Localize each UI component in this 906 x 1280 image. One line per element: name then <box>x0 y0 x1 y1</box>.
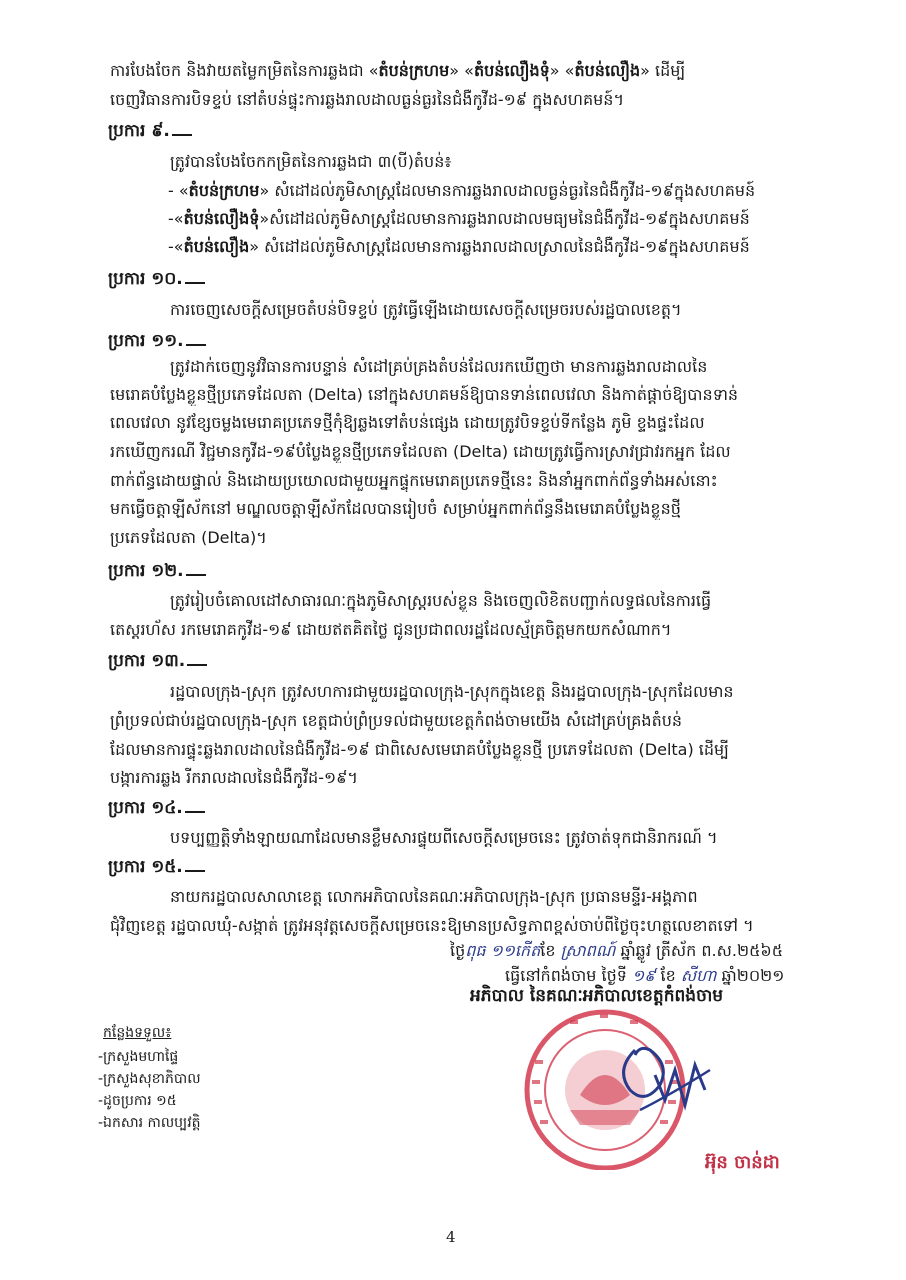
article-11-line-2: មេរោគបំប្លែងខ្លួនថ្មីប្រភេទដែលតា (Delta) នៅក្នុងសហគមន៍ឱ្យបានទាន់ពេលវេលា និងកាត់ផ្តាច់ឱ្យបានទាន់ <box>110 385 739 404</box>
lunar-date-line <box>450 940 783 962</box>
article-11-heading <box>108 330 206 352</box>
article-12-line-1: ត្រូវរៀបចំគោលដៅសាធារណៈក្នុងភូមិសាស្ត្ររបស់ខ្លួន និងចេញលិខិតបញ្ជាក់លទ្ធផលនៃការធ្វើ <box>170 591 712 610</box>
article-11-line-1: ត្រូវដាក់ចេញនូវវិធានការបន្ទាន់ សំដៅគ្រប់គ្រងតំបន់ដែលរកឃើញថា មានការឆ្លងរាលដាលនៃ <box>170 357 708 376</box>
bullet-2-prefix: -« <box>168 209 184 228</box>
article-9-bullet-2 <box>168 208 860 230</box>
intro-text-c: » « <box>549 61 575 80</box>
cc-item: -ដូចប្រការ ១៥ <box>98 1093 177 1109</box>
bullet-2-text: »សំដៅដល់ភូមិសាស្ត្រដែលមានការឆ្លងរាលដាលមធ្យមនៃជំងឺកូវីដ-១៩ក្នុងសហគមន៍ <box>259 209 750 228</box>
gregorian-date-line <box>505 965 784 987</box>
bullet-1-zone: តំបន់ក្រហម <box>188 181 260 200</box>
zone-yellow-label: តំបន់លឿង <box>574 61 641 80</box>
article-13-line-2: ព្រំប្រទល់ជាប់រដ្ឋបាលក្រុង-ស្រុក ខេត្តជាប់ព្រំប្រទល់ជាមួយខេត្តកំពង់ចាមយើង សំដៅគ្រប់គ្រងតំបន់ <box>110 711 683 730</box>
article-14-heading <box>108 797 205 819</box>
article-12-heading-text: ប្រការ ១២. <box>108 561 184 581</box>
bullet-3-zone: តំបន់លឿង <box>183 237 250 256</box>
lunar-month-label: ខែ <box>540 941 556 960</box>
lunar-year-text: ឆ្នាំឆ្លូវ ត្រីស័ក ព.ស.២៥៦៥ <box>620 941 784 960</box>
article-9-bullet-3 <box>168 236 860 258</box>
article-14-heading-text: ប្រការ ១៤. <box>108 798 183 818</box>
article-12-heading <box>108 560 206 582</box>
handwritten-signature-icon <box>610 1030 720 1130</box>
article-11-heading-text: ប្រការ ១១. <box>108 331 184 351</box>
bullet-3-text: » សំដៅដល់ភូមិសាស្ត្រដែលមានការឆ្លងរាលដាលស្រាលនៃជំងឺកូវីដ-១៩ក្នុងសហគមន៍ <box>249 237 750 256</box>
intro-text-a: ការបែងចែក និងវាយតម្លៃកម្រិតនៃការឆ្លងជា « <box>110 61 379 80</box>
greg-month-handwritten: សីហា <box>680 966 717 985</box>
article-10-heading-text: ប្រការ ១០. <box>108 269 183 289</box>
cc-item: -ក្រសួងសុខាភិបាល <box>98 1071 201 1087</box>
article-10-heading <box>108 268 205 290</box>
bullet-1-prefix: - « <box>168 181 189 200</box>
greg-month-label: ខែ <box>660 966 676 985</box>
article-9-heading <box>108 120 192 142</box>
lunar-day-label: ថ្ងៃ <box>450 941 466 960</box>
zone-orange-label: តំបន់លឿងទុំ <box>473 61 550 80</box>
signer-name: អ៊ុន ចាន់ដា <box>705 1152 780 1173</box>
cc-item: -ក្រសួងមហាផ្ទៃ <box>98 1049 179 1065</box>
article-11-line-6: មកធ្វើចត្តាឡីស័កនៅ មណ្ឌលចត្តាឡីស័កដែលបានរៀបចំ សម្រាប់អ្នកពាក់ព័ន្ធនឹងមេរោគបំប្លែងខ្លួនថ្មី <box>110 499 681 518</box>
article-9-heading-text: ប្រការ ៩. <box>108 121 170 141</box>
article-14-line-1: បទប្បញ្ញត្តិទាំងឡាយណាដែលមានខ្លឹមសារផ្ទុយពីសេចក្តីសម្រេចនេះ ត្រូវចាត់ទុកជានិរាករណ៍ ។ <box>170 828 718 847</box>
intro-text-b: » « <box>449 61 474 80</box>
article-13-heading <box>108 650 207 672</box>
lunar-day-handwritten: ពុធ ១១កើត <box>465 941 541 960</box>
intro-line-2: ចេញវិធានការបិទខ្ទប់ នៅតំបន់ផ្ទុះការឆ្លងរាលដាលធ្ងន់ធ្ងរនៃជំងឺកូវីដ-១៩ ក្នុងសហគមន៍។ <box>110 90 624 109</box>
article-11-line-4: រកឃើញករណី វិជ្ជមានកូវីដ-១៩បំប្លែងខ្លួនថ្មីប្រភេទដែលតា (Delta) ដោយត្រូវធ្វើការស្រាវជ្រាវរកអ្នក ដែល <box>110 442 731 461</box>
bullet-1-text: » សំដៅដល់ភូមិសាស្ត្រដែលមានការឆ្លងរាលដាលធ្ងន់ធ្ងរនៃជំងឺកូវីដ-១៩ក្នុងសហគមន៍ <box>259 181 756 200</box>
cc-title: កន្លែងទទួល៖ <box>103 1025 172 1041</box>
intro-text-d: » ដើម្បី <box>640 61 686 80</box>
article-12-line-2: តេស្តរហ័ស រកមេរោគកូវីដ-១៩ ដោយឥតគិតថ្លៃ ជូនប្រជាពលរដ្ឋដែលស្ម័គ្រចិត្តមកយកសំណាក។ <box>110 620 672 639</box>
article-9-bullet-1 <box>168 180 860 202</box>
article-15-line-2: ជុំវិញខេត្ត រដ្ឋបាលឃុំ-សង្កាត់ ត្រូវអនុវត្តសេចក្តីសម្រេចនេះឱ្យមានប្រសិទ្ធភាពខ្ពស់ចាប់ពីថ្ងៃចុះហត្ថលេខាតទៅ ។ <box>110 916 754 935</box>
bullet-3-prefix: -« <box>168 237 184 256</box>
signatory-title: អភិបាល នៃគណៈអភិបាលខេត្តកំពង់ចាម <box>470 986 724 1006</box>
cc-item: -ឯកសារ កាលប្បវត្តិ <box>98 1115 201 1131</box>
article-11-line-7: ប្រភេទដែលតា (Delta)។ <box>110 528 267 547</box>
greg-day-label: ធ្វើនៅកំពង់ចាម ថ្ងៃទី <box>505 966 627 985</box>
lunar-month-handwritten: ស្រាពណ៍ <box>560 941 616 960</box>
article-11-line-5: ពាក់ព័ន្ធដោយផ្ទាល់ និងដោយប្រយោលជាមួយអ្នកផ្ទុកមេរោគប្រភេទថ្មីនេះ និងនាំអ្នកពាក់ព័ន្ធទាំងអស់នោះ <box>110 471 718 490</box>
greg-year-text: ឆ្នាំ២០២១ <box>721 966 785 985</box>
article-9-line-1: ត្រូវបានបែងចែកកម្រិតនៃការឆ្លងជា ៣(បី)តំបន់៖ <box>170 152 452 171</box>
article-13-line-3: ដែលមានការផ្ទុះឆ្លងរាលដាលនៃជំងឺកូវីដ-១៩ ជាពិសេសមេរោគបំប្លែងខ្លួនថ្មី ប្រភេទដែលតា (Delta) ដើម្បី <box>110 740 729 759</box>
article-15-heading-text: ប្រការ ១៥. <box>108 857 183 877</box>
greg-day-handwritten: ១៩ <box>631 966 656 985</box>
bullet-2-zone: តំបន់លឿងទុំ <box>183 209 260 228</box>
article-15-line-1: នាយករដ្ឋបាលសាលាខេត្ត លោកអភិបាលនៃគណៈអភិបាលក្រុង-ស្រុក ប្រធានមន្ទីរ-អង្គភាព <box>170 887 698 906</box>
article-11-line-3: ពេលវេលា នូវខ្សែចម្លងមេរោគប្រភេទថ្មីកុំឱ្យឆ្លងទៅតំបន់ផ្សេង ដោយត្រូវបិទខ្ទប់ទីកន្លែង ភូមិ ខ្ទងផ្ទះដែល <box>110 413 705 432</box>
zone-red-label: តំបន់ក្រហម <box>378 61 450 80</box>
article-15-heading <box>108 856 205 878</box>
article-10-line-1: ការចេញសេចក្តីសម្រេចតំបន់បិទខ្ទប់ ត្រូវធ្វើឡើងដោយសេចក្តីសម្រេចរបស់រដ្ឋបាលខេត្ត។ <box>170 300 682 319</box>
article-13-line-4: បង្ការការឆ្លង រីករាលដាលនៃជំងឺកូវីដ-១៩។ <box>110 768 358 787</box>
intro-line-1 <box>110 60 860 82</box>
article-13-heading-text: ប្រការ ១៣. <box>108 651 186 671</box>
article-13-line-1: រដ្ឋបាលក្រុង-ស្រុក ត្រូវសហការជាមួយរដ្ឋបាលក្រុង-ស្រុកក្នុងខេត្ត និងរដ្ឋបាលក្រុង-ស្រុកដែលមាន <box>170 682 734 701</box>
page-number: 4 <box>446 1228 456 1246</box>
